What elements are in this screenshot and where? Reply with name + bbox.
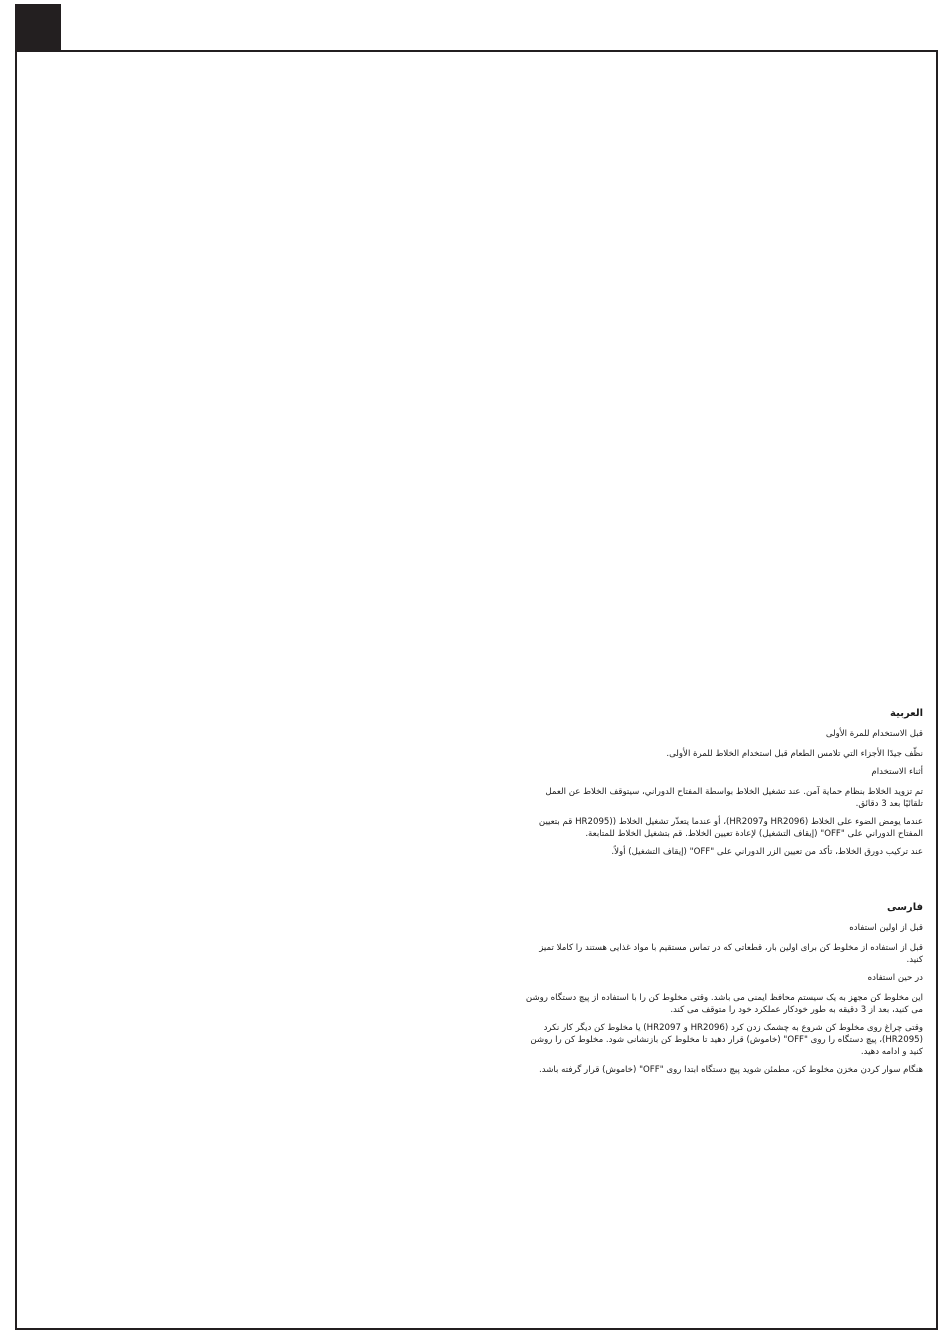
farsi-paragraph: وقتی چراغ روی مخلوط کن شروع به چشمک زدن کرد (HR2096 و HR2097) یا مخلوط کن دیگر کار نکرد (HR2095)، پیچ دستگاه را روی "OFF" (خاموش) قرار دهید تا مخلوط کن بازنشانی شود. مخلوط کن را روشن کنید و ادامه دهید. <box>530 1023 923 1057</box>
arabic-paragraph: تم تزويد الخلاط بنظام حماية آمن. عند تشغيل الخلاط بواسطة المفتاح الدوراني، سيتوقف الخلاط عن العمل تلقائيًا بعد 3 دقائق. <box>545 787 923 809</box>
page-frame <box>15 50 938 1330</box>
arabic-paragraph: عند تركيب دورق الخلاط، تأكد من تعيين الزر الدوراني على "OFF" (إيقاف التشغيل) أولاً. <box>611 847 923 857</box>
arabic-section <box>523 708 923 864</box>
arabic-paragraph: عندما يومض الضوء على الخلاط (HR2096 وHR2097)، أو عندما يتعذّر تشغيل الخلاط ((HR2095 قم بتعيين المفتاح الدوراني على "OFF" (إيقاف التشغيل) لإعادة تعيين الخلاط. قم بتشغيل الخلاط للمتابعة. <box>538 817 923 839</box>
page-corner-tab <box>15 4 61 50</box>
arabic-first-use-text: نظّف جيدًا الأجزاء التي تلامس الطعام قبل استخدام الخلاط للمرة الأولى. <box>666 749 923 759</box>
farsi-first-use-text: قبل از استفاده از مخلوط کن برای اولین بار، قطعاتی که در تماس مستقیم با مواد غذایی هستند را کاملا تمیز کنید. <box>539 943 923 965</box>
farsi-paragraph: این مخلوط کن مجهز به یک سیستم محافظ ایمنی می باشد. وقتی مخلوط کن را با استفاده از پیچ دستگاه روشن می کنید، بعد از 3 دقیقه به طور خودکار عملکرد خود را متوقف می کند. <box>525 993 923 1015</box>
farsi-paragraph: هنگام سوار کردن مخزن مخلوط کن، مطمئن شوید پیچ دستگاه ابتدا روی "OFF" (خاموش) قرار گرفته باشد. <box>538 1065 923 1075</box>
arabic-during-use-title: أثناء الاستخدام <box>871 767 923 777</box>
farsi-section <box>523 902 923 1082</box>
arabic-language-heading: العربية <box>890 708 923 719</box>
arabic-first-use-title: قبل الاستخدام للمرة الأولى <box>825 729 923 739</box>
farsi-during-use-title: در حین استفاده <box>867 973 923 983</box>
farsi-language-heading: فارسی <box>886 902 923 913</box>
farsi-first-use-title: قبل از اولین استفاده <box>849 923 923 933</box>
